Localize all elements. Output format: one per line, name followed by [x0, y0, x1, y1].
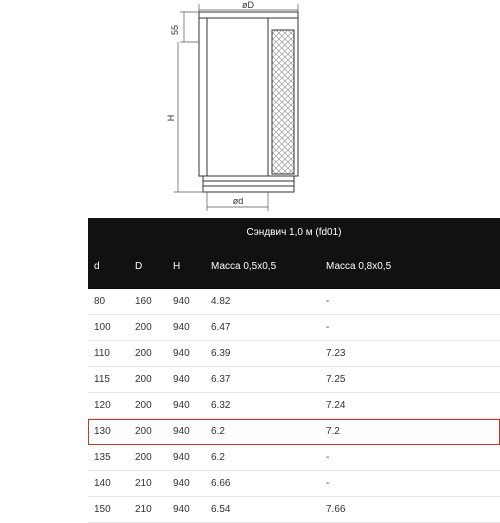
- cell-d: 135: [94, 452, 111, 463]
- column-header-mass-05: Масса 0,5x0,5: [211, 261, 277, 272]
- cell-mass-08: -: [326, 322, 330, 333]
- cell-h: 940: [173, 322, 190, 333]
- cell-mass-08: -: [326, 478, 330, 489]
- cell-h: 940: [173, 504, 190, 515]
- table-row: [88, 367, 500, 393]
- cell-outer-d: 200: [135, 400, 152, 411]
- column-header-h: H: [173, 261, 181, 272]
- cell-outer-d: 200: [135, 374, 152, 385]
- table-row: [88, 289, 500, 315]
- cell-d: 115: [94, 374, 110, 385]
- table-row: [88, 315, 500, 341]
- cell-mass-05: 6.2: [211, 426, 225, 437]
- table-row: [88, 497, 500, 523]
- cell-d: 130: [94, 426, 111, 437]
- cell-outer-d: 200: [135, 426, 152, 437]
- column-header-d: d: [94, 261, 100, 272]
- table-row: [88, 341, 500, 367]
- cell-h: 940: [173, 296, 190, 307]
- cell-mass-08: -: [326, 452, 330, 463]
- height-label: H: [166, 114, 176, 122]
- table-row: [88, 419, 500, 445]
- cell-h: 940: [173, 452, 190, 463]
- table-body: [88, 289, 500, 523]
- outer-diameter-label: øD: [242, 0, 254, 10]
- cell-mass-08: 7.24: [326, 400, 346, 411]
- cell-h: 940: [173, 426, 190, 437]
- cell-d: 100: [94, 322, 111, 333]
- cell-mass-08: 7.66: [326, 504, 346, 515]
- cell-d: 80: [94, 296, 106, 307]
- cell-outer-d: 210: [135, 478, 152, 489]
- cell-mass-08: 7.2: [326, 426, 340, 437]
- cell-mass-05: 6.47: [211, 322, 231, 333]
- cell-mass-05: 6.66: [211, 478, 231, 489]
- pipe-body: [199, 12, 298, 192]
- cell-outer-d: 160: [135, 296, 152, 307]
- cell-outer-d: 200: [135, 348, 152, 359]
- table-row: [88, 445, 500, 471]
- table-title: Сэндвич 1,0 м (fd01): [88, 218, 500, 248]
- cell-h: 940: [173, 348, 190, 359]
- cell-outer-d: 200: [135, 452, 152, 463]
- cell-d: 110: [94, 348, 110, 359]
- cell-mass-08: -: [326, 296, 330, 307]
- sandwich-pipe-drawing: [0, 0, 500, 216]
- cell-h: 940: [173, 374, 190, 385]
- table-row: [88, 471, 500, 497]
- sandwich-table: [88, 218, 500, 523]
- inner-diameter-label: ød: [232, 196, 244, 206]
- cell-outer-d: 200: [135, 322, 152, 333]
- cell-mass-05: 6.39: [211, 348, 231, 359]
- column-header-mass-08: Масса 0,8x0,5: [326, 261, 392, 272]
- cell-outer-d: 210: [135, 504, 152, 515]
- cell-mass-08: 7.23: [326, 348, 346, 359]
- table-row: [88, 393, 500, 419]
- cell-h: 940: [173, 478, 190, 489]
- column-header-outer-d: D: [135, 261, 143, 272]
- cell-mass-05: 6.37: [211, 374, 231, 385]
- cell-mass-08: 7.25: [326, 374, 346, 385]
- cell-d: 120: [94, 400, 111, 411]
- cell-mass-05: 6.54: [211, 504, 231, 515]
- cell-mass-05: 4.82: [211, 296, 231, 307]
- table-header-row: [88, 248, 500, 289]
- cell-mass-05: 6.32: [211, 400, 231, 411]
- cell-h: 940: [173, 400, 190, 411]
- cell-d: 140: [94, 478, 111, 489]
- cell-d: 150: [94, 504, 111, 515]
- cell-mass-05: 6.2: [211, 452, 225, 463]
- collar-height-label: 55: [170, 24, 180, 36]
